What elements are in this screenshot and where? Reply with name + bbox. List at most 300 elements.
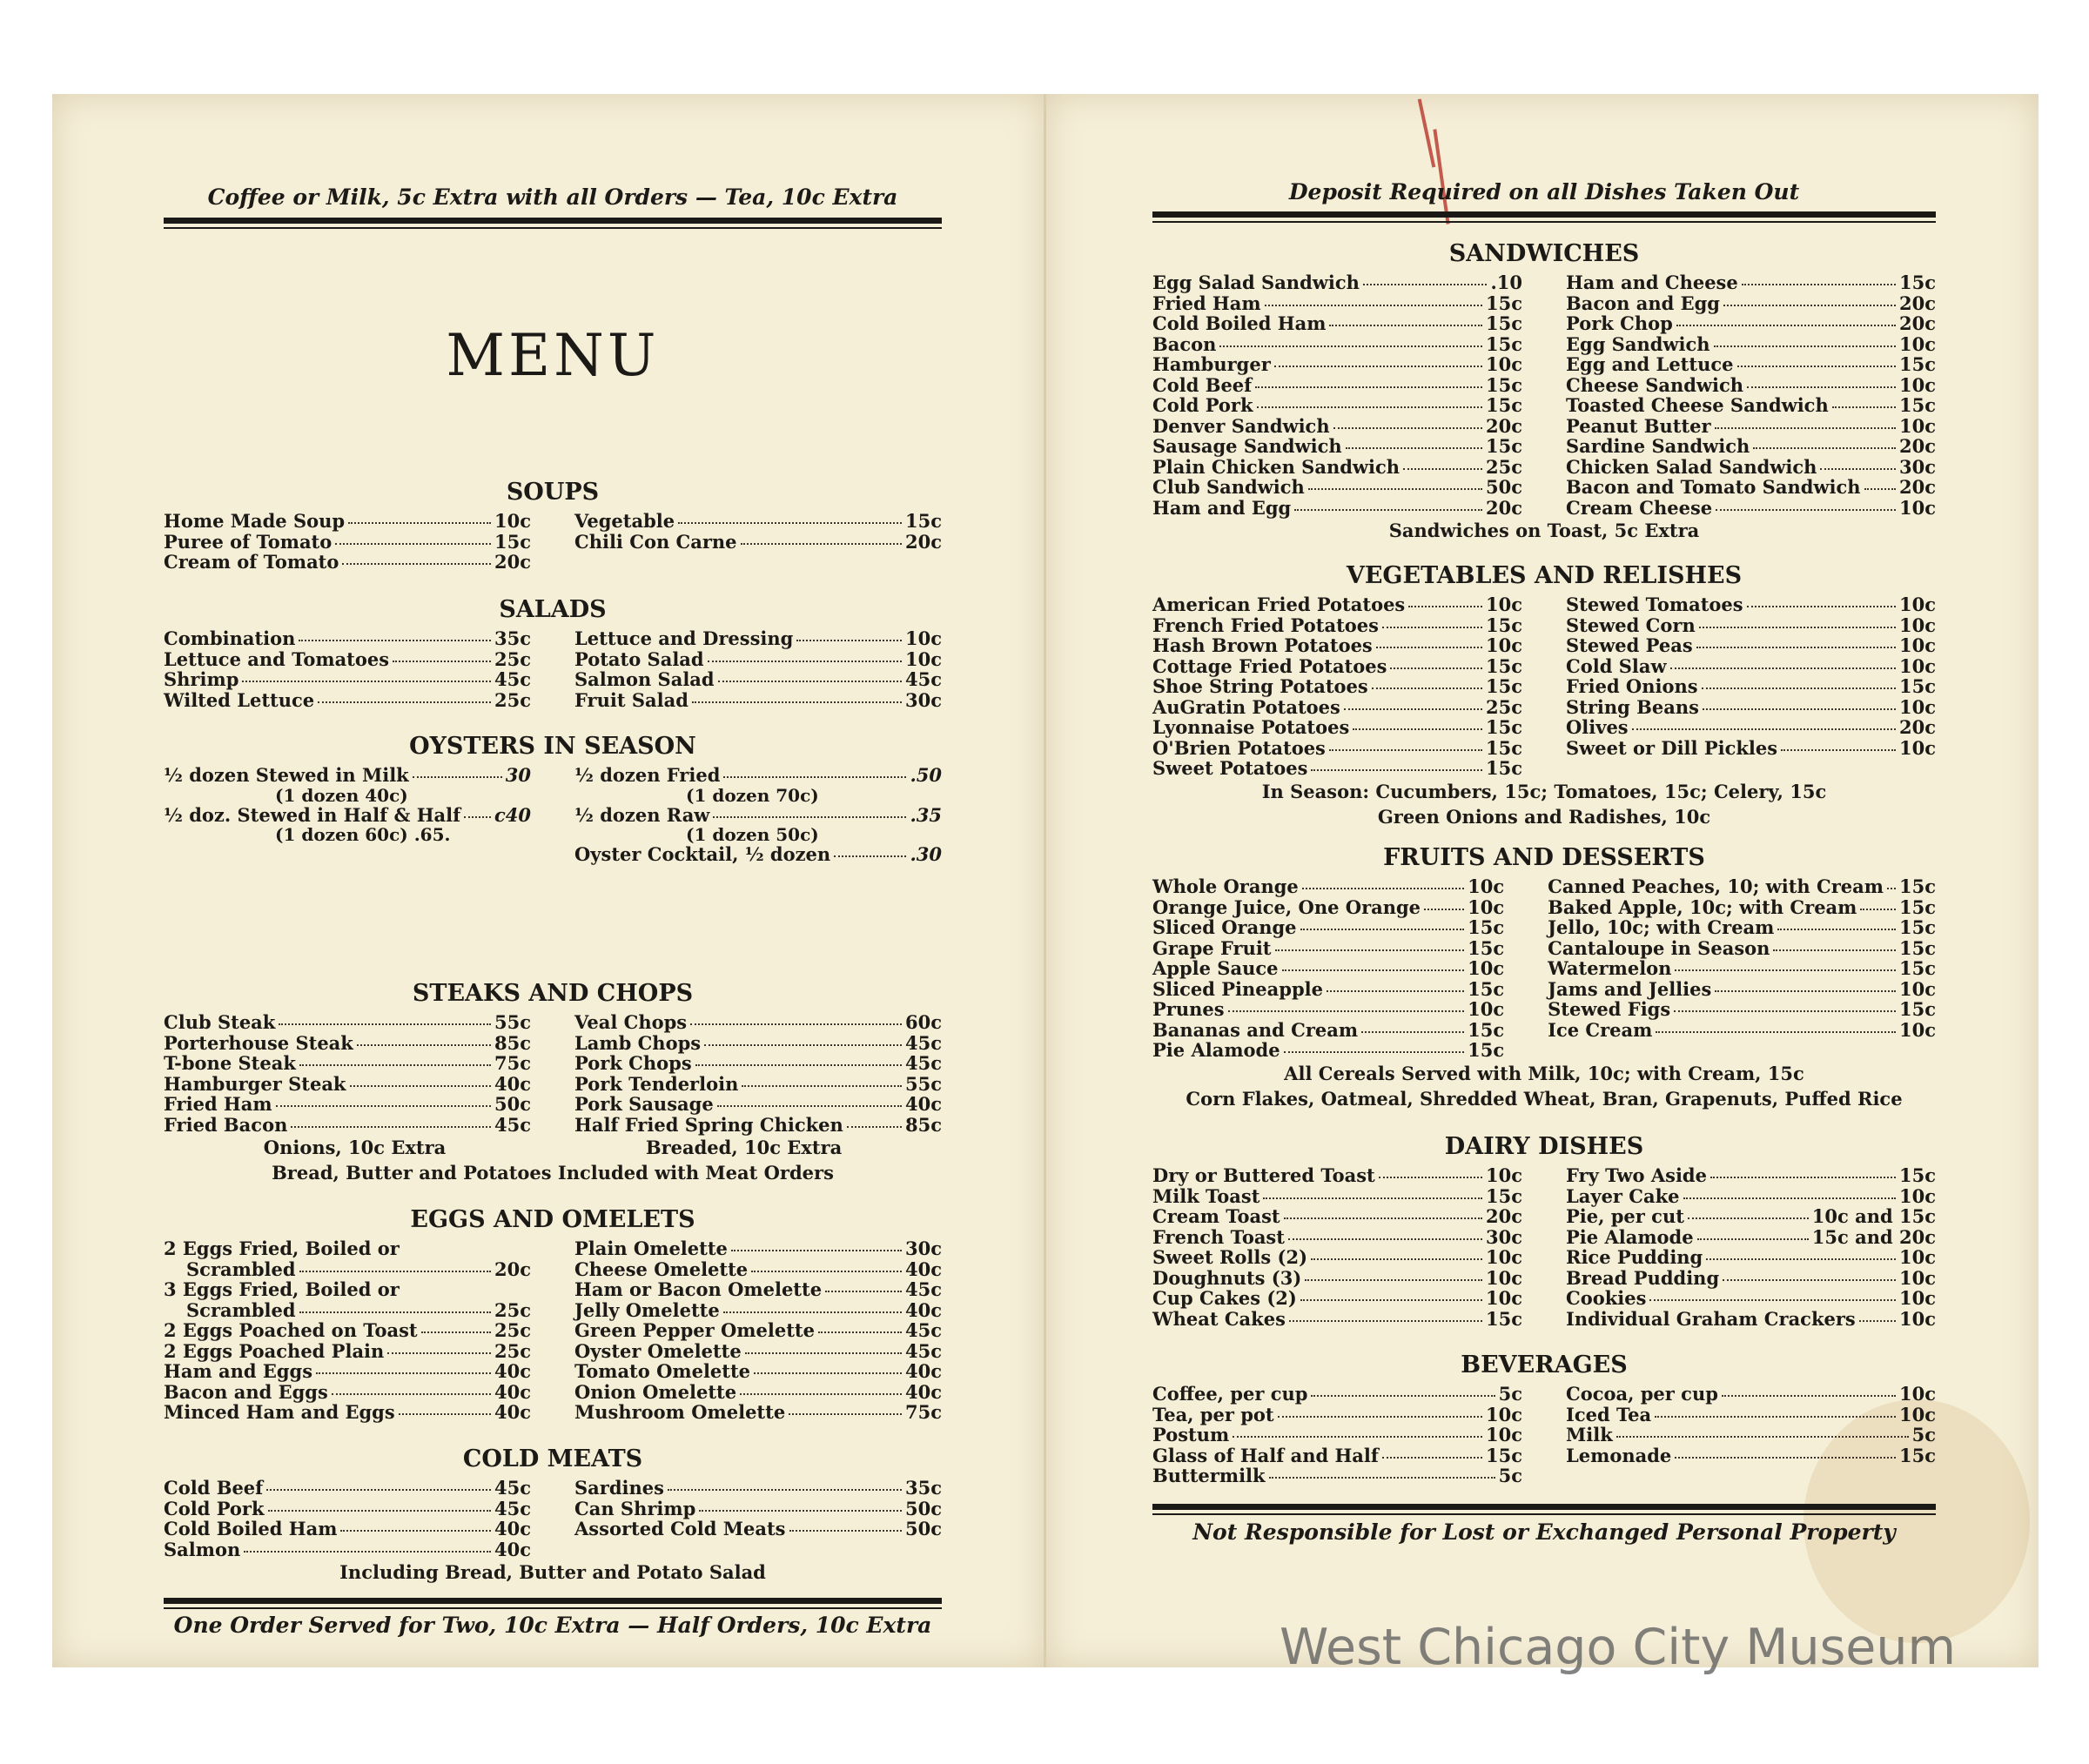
leader-dots (1683, 1197, 1896, 1199)
item-price: 15c (1468, 916, 1505, 938)
item-name: Cheese Omelette (574, 1258, 749, 1280)
item-name: ½ dozen Raw (574, 803, 710, 826)
menu-item (1152, 498, 1522, 519)
menu-column (1566, 1165, 1936, 1329)
item-price: 75c (904, 1401, 942, 1423)
leader-dots (1747, 606, 1896, 607)
leader-dots (1747, 386, 1896, 388)
item-price: 15c (1898, 353, 1936, 375)
menu-item (1548, 938, 1936, 959)
item-name: Ham and Eggs (164, 1360, 313, 1382)
item-name: Combination (164, 627, 296, 649)
item-price: 20c (1898, 435, 1936, 457)
menu-item (574, 669, 942, 690)
menu-item (164, 1382, 531, 1403)
item-name: Orange Juice, One Orange (1152, 895, 1421, 918)
leader-dots (1616, 1436, 1909, 1438)
item-name: Stewed Corn (1566, 614, 1696, 636)
item-price: 60c (904, 1011, 942, 1033)
leader-dots (244, 1551, 491, 1553)
item-price: 15c (1898, 936, 1936, 959)
section-title: BEVERAGES (1461, 1352, 1628, 1378)
leader-dots (1294, 509, 1482, 511)
menu-item (574, 1053, 942, 1074)
leader-dots (399, 1413, 491, 1415)
item-subnote: (1 dozen 60c) .65. (275, 824, 451, 845)
item-name: Puree of Tomato (164, 530, 332, 553)
item-price: 10c (1485, 1287, 1522, 1309)
leader-dots (668, 1489, 902, 1491)
item-price: 10c (1898, 1266, 1936, 1289)
item-name: Fruit Salad (574, 688, 688, 711)
menu-item (1566, 436, 1936, 457)
menu-item (1566, 375, 1936, 396)
menu-column (574, 1478, 942, 1559)
item-name: Scrambled (186, 1258, 296, 1280)
item-price: 10c (1898, 977, 1936, 1000)
item-price: 10c (1485, 1266, 1522, 1289)
item-price: 20c (1898, 312, 1936, 334)
leader-dots (1382, 627, 1482, 628)
item-name: AuGratin Potatoes (1152, 695, 1340, 718)
item-name: Cocoa, per cup (1566, 1383, 1718, 1405)
leader-dots (268, 1510, 491, 1512)
menu-column (1152, 1384, 1522, 1486)
leader-dots (299, 1311, 491, 1313)
menu-item (574, 1478, 942, 1499)
leader-dots (291, 1126, 491, 1128)
leader-dots (1300, 929, 1465, 930)
item-price: 15c (1468, 1039, 1505, 1061)
menu-column (1548, 876, 1936, 1061)
menu-item (1152, 334, 1522, 355)
leader-dots (1376, 647, 1482, 648)
item-price: 15c (494, 530, 531, 553)
item-price: 40c (494, 1538, 531, 1560)
leader-dots (1363, 284, 1488, 285)
menu-item (164, 532, 531, 553)
item-name: Hamburger Steak (164, 1072, 346, 1095)
item-name: Layer Cake (1566, 1184, 1680, 1207)
menu-item (574, 1341, 942, 1362)
item-price: 50c (1485, 476, 1522, 498)
item-name: Onion Omelette (574, 1380, 737, 1403)
menu-item (1152, 1186, 1522, 1207)
leader-dots (1274, 366, 1482, 367)
item-name: Dry or Buttered Toast (1152, 1164, 1375, 1186)
item-name: T-bone Steak (164, 1052, 296, 1074)
menu-item (1152, 635, 1522, 656)
menu-item (1566, 1227, 1936, 1248)
menu-column (1566, 1384, 1936, 1486)
menu-item-line (164, 1279, 531, 1300)
leader-dots (318, 701, 491, 703)
item-name: Wilted Lettuce (164, 688, 315, 711)
item-name: Coffee, per cup (1152, 1383, 1308, 1405)
leader-dots (1699, 627, 1896, 628)
leader-dots (350, 1085, 491, 1087)
item-price: 15c (1485, 292, 1522, 314)
menu-item (574, 1074, 942, 1095)
item-price: 10c (1468, 998, 1505, 1020)
item-name: Club Steak (164, 1011, 276, 1033)
leader-dots (1670, 667, 1896, 669)
leader-dots (1706, 1258, 1896, 1260)
item-price: 15c (1898, 916, 1936, 938)
item-name: Jello, 10c; with Cream (1548, 916, 1775, 938)
item-price: 15c (1468, 977, 1505, 1000)
item-name: Ham or Bacon Omelette (574, 1278, 823, 1300)
leader-dots (1820, 468, 1896, 470)
leader-dots (1233, 1436, 1482, 1438)
item-price: 15c (904, 510, 942, 532)
item-price: 15c (1898, 895, 1936, 918)
beverages-section (1152, 1352, 1936, 1486)
menu-item (164, 1094, 531, 1115)
leader-dots (718, 681, 902, 682)
item-price: 55c (904, 1072, 942, 1095)
item-name: Cream of Tomato (164, 551, 339, 573)
item-name: Chili Con Carne (574, 530, 737, 553)
leader-dots (1675, 1457, 1896, 1459)
item-name: Tea, per pot (1152, 1403, 1274, 1425)
menu-item (1566, 477, 1936, 498)
item-price: 25c (494, 688, 531, 711)
menu-item (1566, 272, 1936, 293)
menu-item (164, 1259, 531, 1280)
onions-note: Onions, 10c Extra (263, 1137, 447, 1158)
item-price: 10c (1898, 1246, 1936, 1268)
menu-item (1152, 1466, 1522, 1486)
leader-dots (690, 1023, 902, 1025)
item-name: Minced Ham and Eggs (164, 1401, 395, 1423)
leader-dots (1859, 1320, 1896, 1322)
item-name: Iced Tea (1566, 1403, 1652, 1425)
item-price: 40c (494, 1518, 531, 1539)
menu-column (574, 1238, 942, 1423)
menu-item (164, 649, 531, 670)
item-price: 40c (904, 1093, 942, 1115)
item-name: French Toast (1152, 1225, 1285, 1248)
item-price: 10c (1898, 1307, 1936, 1330)
menu-item (1152, 1384, 1522, 1405)
item-price: 10c (1485, 634, 1522, 656)
item-name: Egg Sandwich (1566, 332, 1710, 355)
item-name: Cheese Sandwich (1566, 373, 1744, 396)
item-price: 15c (1898, 957, 1936, 979)
leader-dots (818, 1331, 902, 1333)
item-price: 15c (1485, 312, 1522, 334)
item-price: .10 (1490, 272, 1522, 293)
item-price: 30 (505, 764, 531, 786)
menu-column (574, 1012, 942, 1135)
leader-dots (754, 1372, 902, 1374)
menu-item (1566, 313, 1936, 334)
item-name: Hash Brown Potatoes (1152, 634, 1373, 656)
menu-item (164, 669, 531, 690)
eggs-section (164, 1206, 942, 1423)
leader-dots (357, 1044, 491, 1046)
menu-item (164, 511, 531, 532)
menu-item (1566, 1309, 1936, 1330)
item-price: 15c (1485, 614, 1522, 636)
item-name: Bacon and Tomato Sandwich (1566, 476, 1861, 498)
item-name: Green Pepper Omelette (574, 1319, 815, 1341)
menu-item (574, 690, 942, 711)
menu-item (1566, 635, 1936, 656)
leader-dots (1424, 909, 1464, 910)
item-name: Rice Pudding (1566, 1246, 1703, 1268)
section-title: EGGS AND OMELETS (410, 1206, 695, 1233)
item-price: 15c (1485, 1307, 1522, 1330)
leader-dots (1284, 1051, 1465, 1053)
item-price: 10c (1898, 634, 1936, 656)
leader-dots (1263, 1197, 1482, 1199)
menu-item (1152, 1040, 1504, 1061)
menu-item (574, 805, 942, 826)
item-subnote: (1 dozen 40c) (275, 784, 408, 806)
item-price: 45c (904, 1052, 942, 1074)
item-name: Doughnuts (3) (1152, 1266, 1302, 1289)
leader-dots (1674, 1010, 1896, 1012)
item-name: Veal Chops (574, 1011, 688, 1033)
menu-item (164, 1320, 531, 1341)
item-name: 2 Eggs Poached Plain (164, 1339, 385, 1362)
menu-item (1152, 594, 1522, 615)
item-price: 15c (1898, 875, 1936, 897)
menu-item-line (164, 1238, 531, 1259)
item-name: Bananas and Cream (1152, 1018, 1359, 1041)
menu-item (1152, 1288, 1522, 1309)
coffee-milk-note: Coffee or Milk, 5c Extra with all Orders — Tea, 10c Extra (207, 184, 898, 210)
menu-item (164, 765, 531, 786)
leader-dots (742, 1085, 902, 1087)
item-name: Whole Orange (1152, 875, 1299, 897)
item-price: 10c (1468, 875, 1505, 897)
menu-item (164, 1499, 531, 1519)
item-name: Home Made Soup (164, 510, 346, 532)
item-name: Chicken Salad Sandwich (1566, 455, 1817, 478)
menu-item (574, 511, 942, 532)
item-price: 20c (494, 1258, 531, 1280)
item-name: Cold Beef (1152, 373, 1253, 396)
leader-dots (1649, 1299, 1896, 1301)
item-price: 10c (1898, 594, 1936, 615)
menu-item (574, 1499, 942, 1519)
leader-dots (464, 816, 491, 818)
menu-item (574, 649, 942, 670)
item-name: 2 Eggs Poached on Toast (164, 1319, 418, 1341)
item-name: Lyonnaise Potatoes (1152, 716, 1350, 738)
leader-dots (1723, 305, 1896, 306)
menu-item (1548, 917, 1936, 938)
item-name: Cookies (1566, 1287, 1647, 1309)
item-price: 85c (904, 1113, 942, 1136)
leader-dots (1742, 284, 1896, 285)
item-name: Cold Slaw (1566, 654, 1667, 677)
item-name: Pork Chops (574, 1052, 692, 1074)
item-name: Glass of Half and Half (1152, 1444, 1379, 1466)
menu-item (1566, 334, 1936, 355)
leader-dots (1696, 647, 1896, 648)
item-name: Fried Bacon (164, 1113, 288, 1136)
menu-item (164, 1300, 531, 1321)
menu-item (1548, 1020, 1936, 1041)
item-price: 45c (904, 1339, 942, 1362)
item-price: 35c (904, 1477, 942, 1499)
menu-item (574, 1115, 942, 1136)
item-name: Egg and Lettuce (1566, 353, 1734, 375)
item-price: 45c (904, 1278, 942, 1300)
menu-column (1152, 272, 1522, 518)
item-price: 5c (1498, 1383, 1522, 1405)
menu-item (1566, 656, 1936, 677)
menu-item (1152, 313, 1522, 334)
item-price: 15c (1485, 1444, 1522, 1466)
section-title: COLD MEATS (462, 1445, 643, 1472)
leader-dots (1722, 1395, 1896, 1397)
item-price: 5c (1498, 1465, 1522, 1486)
item-price: 10c (1898, 614, 1936, 636)
item-price: 15c (1898, 675, 1936, 697)
section-title: SANDWICHES (1448, 240, 1640, 267)
item-price: 10c and 15c (1811, 1205, 1936, 1227)
cereals-note: All Cereals Served with Milk, 10c; with Cream, 15c (1284, 1062, 1804, 1084)
menu-item (1566, 498, 1936, 519)
item-name: Plain Omelette (574, 1237, 728, 1259)
item-subnote: (1 dozen 50c) (686, 824, 819, 845)
menu-column (164, 1238, 531, 1423)
item-name: Cottage Fried Potatoes (1152, 654, 1387, 677)
item-name: Bacon and Egg (1566, 292, 1720, 314)
menu-item (1566, 676, 1936, 697)
item-price: 25c (494, 1298, 531, 1321)
menu-item (574, 1320, 942, 1341)
item-price: 15c (1485, 675, 1522, 697)
item-price: 10c (1485, 1403, 1522, 1425)
item-name: Jams and Jellies (1548, 977, 1712, 1000)
menu-column (164, 511, 531, 573)
menu-item (164, 690, 531, 711)
menu-item (164, 1539, 531, 1560)
item-price: 10c (1898, 414, 1936, 437)
leader-dots (1288, 1238, 1482, 1240)
menu-column (574, 511, 942, 573)
menu-item (1566, 1186, 1936, 1207)
menu-item (1566, 717, 1936, 738)
leader-dots (713, 816, 906, 818)
right-menu-page (1046, 94, 2039, 1667)
menu-item (164, 1115, 531, 1136)
leader-dots (316, 1372, 491, 1374)
leader-dots (1305, 1279, 1482, 1281)
leader-dots (1723, 1279, 1896, 1281)
leader-dots (1255, 386, 1482, 388)
menu-item (1152, 656, 1522, 677)
menu-title: MENU (446, 322, 660, 389)
item-name: Pie Alamode (1566, 1225, 1694, 1248)
item-name: Pie, per cut (1566, 1205, 1684, 1227)
item-price: 10c (1485, 1246, 1522, 1268)
leader-dots (1311, 1258, 1482, 1260)
bread-butter-note: Bread, Butter and Potatoes Included with Meat Orders (272, 1162, 834, 1184)
leader-dots (1265, 305, 1482, 306)
section-title: STEAKS AND CHOPS (412, 980, 694, 1007)
item-price: 40c (904, 1298, 942, 1321)
leader-dots (266, 1489, 491, 1491)
leader-dots (1269, 1477, 1495, 1479)
menu-item (1152, 416, 1522, 437)
leader-dots (1715, 990, 1896, 992)
leader-dots (299, 1271, 491, 1272)
item-price: 85c (494, 1031, 531, 1054)
item-price: 20c (1898, 716, 1936, 738)
bottom-rule (1152, 1504, 1936, 1515)
item-price: 10c (494, 510, 531, 532)
item-price: 55c (494, 1011, 531, 1033)
leader-dots (1257, 406, 1482, 408)
menu-item (1152, 999, 1504, 1020)
item-name: Vegetable (574, 510, 675, 532)
item-price: 30c (904, 1237, 942, 1259)
menu-item (1152, 697, 1522, 718)
item-name: Cream Cheese (1566, 496, 1713, 519)
menu-item (574, 1279, 942, 1300)
item-name: Pork Sausage (574, 1093, 714, 1115)
menu-item (1152, 897, 1504, 918)
leader-dots (335, 543, 491, 545)
leader-dots (1311, 1395, 1495, 1397)
leader-dots (1408, 606, 1482, 607)
leader-dots (1716, 509, 1896, 511)
leader-dots (796, 640, 902, 641)
leader-dots (340, 1530, 491, 1532)
leader-dots (1327, 990, 1464, 992)
item-name: Salmon (164, 1538, 241, 1560)
item-price: .30 (910, 843, 942, 865)
item-name: 3 Eggs Fried, Boiled or (164, 1278, 400, 1300)
leader-dots (789, 1530, 902, 1532)
menu-item (164, 1402, 531, 1423)
leader-dots (1390, 667, 1482, 669)
item-price: 15c (1485, 654, 1522, 677)
menu-item (574, 844, 942, 865)
leader-dots (1311, 769, 1482, 771)
item-price: 10c (1485, 1164, 1522, 1186)
leader-dots (393, 661, 491, 662)
item-price: 10c (1898, 1184, 1936, 1207)
menu-item (1152, 293, 1522, 314)
item-name: Potato Salad (574, 647, 704, 670)
item-price: 20c (1485, 496, 1522, 519)
item-price: 10c (1898, 1383, 1936, 1405)
item-price: 50c (904, 1497, 942, 1519)
item-subnote: (1 dozen 70c) (686, 784, 819, 806)
item-name: Pork Tenderloin (574, 1072, 739, 1095)
soups-section (164, 479, 942, 573)
menu-item (1566, 416, 1936, 437)
menu-column (1152, 876, 1504, 1061)
item-name: Bacon and Eggs (164, 1380, 328, 1403)
menu-item (1152, 1268, 1522, 1289)
menu-item (1566, 1206, 1936, 1227)
item-name: Canned Peaches, 10; with Cream (1548, 875, 1884, 897)
item-price: 10c (1898, 373, 1936, 396)
menu-item (1548, 876, 1936, 897)
leader-dots (299, 1064, 491, 1066)
menu-item (1566, 1268, 1936, 1289)
leader-dots (1329, 749, 1482, 751)
